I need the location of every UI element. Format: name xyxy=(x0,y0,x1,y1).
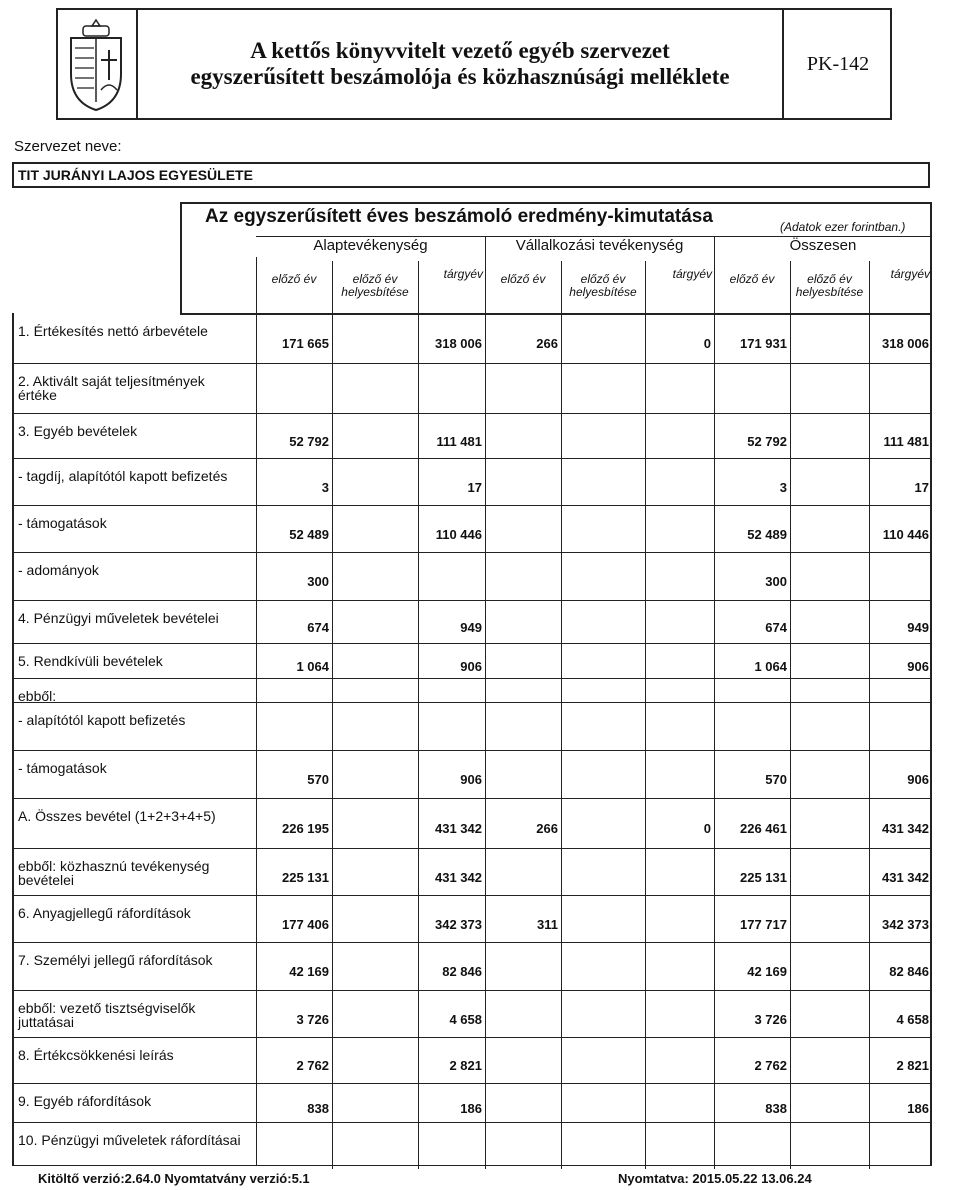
organization-label: Szervezet neve: xyxy=(14,138,122,155)
group-header: Alaptevékenység xyxy=(313,237,428,254)
row-line xyxy=(12,600,932,601)
subcolumn-header xyxy=(563,273,643,299)
subcolumn-header-line1: tárgyév xyxy=(672,267,712,281)
coat-of-arms-icon xyxy=(56,8,138,120)
form-title xyxy=(138,8,782,120)
subcolumn-header-line1: előző év xyxy=(352,272,398,286)
row-label: 2. Aktivált saját teljesítmények értéke xyxy=(18,373,205,403)
value-cell: 111 481 xyxy=(883,433,929,449)
row-label: - adományok xyxy=(18,562,99,578)
subcolumn-header-line1: tárgyév xyxy=(890,267,930,281)
value-cell: 3 xyxy=(779,479,787,495)
form-title-line1: A kettős könyvvitelt vezető egyéb szervezet xyxy=(250,38,670,63)
value-cell: 17 xyxy=(914,479,929,495)
value-cell: 266 xyxy=(536,336,558,351)
row-line xyxy=(180,313,932,315)
table-left-border xyxy=(12,313,14,1165)
row-label: ebből: közhasznú tevékenység bevételei xyxy=(18,858,210,888)
row-label: - alapítótól kapott befizetés xyxy=(18,712,186,728)
value-cell: 17 xyxy=(467,479,482,495)
value-cell: 0 xyxy=(703,821,711,836)
subcolumn-header xyxy=(420,268,483,281)
value-cell: 110 446 xyxy=(435,526,482,542)
column-line xyxy=(714,261,715,1169)
value-cell: 949 xyxy=(460,619,482,635)
subcolumn-header-line1: tárgyév xyxy=(443,267,483,281)
column-line xyxy=(332,261,333,1169)
row-label: - tagdíj, alapítótól kapott befizetés xyxy=(18,468,228,484)
subcolumn-header-line2: helyesbítése xyxy=(569,285,637,299)
value-cell: 906 xyxy=(907,658,929,674)
value-cell: 300 xyxy=(307,574,329,589)
value-cell: 674 xyxy=(307,619,329,635)
value-cell: 949 xyxy=(907,619,929,635)
value-cell: 2 821 xyxy=(896,1058,929,1073)
table-right-border xyxy=(930,202,932,1165)
value-cell: 906 xyxy=(460,772,482,787)
value-cell: 838 xyxy=(307,1100,329,1116)
value-cell: 2 821 xyxy=(449,1058,482,1073)
subcolumn-header-line1: előző év xyxy=(500,272,546,286)
column-line xyxy=(485,261,486,1169)
column-line xyxy=(645,261,646,1169)
row-line xyxy=(12,1083,932,1084)
row-label: 4. Pénzügyi műveletek bevételei xyxy=(18,610,219,626)
row-line xyxy=(12,1122,932,1123)
value-cell: 226 461 xyxy=(740,821,787,836)
value-cell: 431 342 xyxy=(435,821,482,836)
value-cell: 111 481 xyxy=(436,433,482,449)
row-line xyxy=(12,1165,932,1166)
value-cell: 311 xyxy=(537,916,558,932)
value-cell: 906 xyxy=(907,772,929,787)
value-cell: 300 xyxy=(765,574,787,589)
value-cell: 82 846 xyxy=(889,964,929,979)
report-title: Az egyszerűsített éves beszámoló eredmény-kimutatása xyxy=(205,206,713,227)
column-line xyxy=(790,261,791,1169)
subcolumn-header xyxy=(258,273,330,286)
value-cell: 82 846 xyxy=(442,964,482,979)
subcolumn-header-line1: előző év xyxy=(807,272,852,286)
subcolumn-header-line1: előző év xyxy=(271,272,317,286)
value-cell: 4 658 xyxy=(896,1011,929,1027)
subcolumn-header xyxy=(716,273,788,286)
subcolumn-header-line2: helyesbítése xyxy=(341,285,409,299)
value-cell: 177 406 xyxy=(282,916,329,932)
group-header: Vállalkozási tevékenység xyxy=(515,237,684,254)
row-line xyxy=(12,1037,932,1038)
row-line xyxy=(12,990,932,991)
subcolumn-header-line2: helyesbítése xyxy=(795,285,864,299)
value-cell: 318 006 xyxy=(435,336,482,351)
value-cell: 52 792 xyxy=(747,433,787,449)
row-line xyxy=(12,848,932,849)
value-cell: 3 726 xyxy=(296,1011,329,1027)
row-line xyxy=(12,895,932,896)
value-cell: 177 717 xyxy=(740,916,787,932)
value-cell: 171 931 xyxy=(740,336,787,351)
value-cell: 342 373 xyxy=(435,916,482,932)
organization-name: TIT JURÁNYI LAJOS EGYESÜLETE xyxy=(12,162,930,188)
subcolumn-header xyxy=(487,273,559,286)
row-line xyxy=(12,363,932,364)
value-cell: 52 792 xyxy=(289,433,329,449)
row-label: 10. Pénzügyi műveletek ráfordításai xyxy=(18,1132,241,1148)
value-cell: 1 064 xyxy=(754,658,787,674)
value-cell: 2 762 xyxy=(754,1058,787,1073)
row-line xyxy=(12,458,932,459)
subcolumn-header xyxy=(792,273,867,299)
row-label: 3. Egyéb bevételek xyxy=(18,423,138,439)
row-line xyxy=(12,942,932,943)
group-header: Összesen xyxy=(789,237,857,254)
row-label: - támogatások xyxy=(18,760,107,776)
row-line xyxy=(12,750,932,751)
unit-note: (Adatok ezer forintban.) xyxy=(780,220,906,234)
value-cell: 186 xyxy=(460,1100,482,1116)
value-cell: 42 169 xyxy=(289,964,329,979)
value-cell: 570 xyxy=(307,772,329,787)
subcolumn-header xyxy=(871,268,930,281)
value-cell: 2 762 xyxy=(296,1058,329,1073)
row-line xyxy=(12,413,932,414)
value-cell: 52 489 xyxy=(289,526,329,542)
row-line xyxy=(12,678,932,679)
subcolumn-header xyxy=(334,273,416,299)
value-cell: 52 489 xyxy=(747,526,787,542)
value-cell: 4 658 xyxy=(449,1011,482,1027)
row-label: 1. Értékesítés nettó árbevétele xyxy=(18,323,208,339)
table-left-header-border xyxy=(180,202,182,313)
footer-printed: Nyomtatva: 2015.05.22 13.06.24 xyxy=(618,1171,812,1186)
row-label: 8. Értékcsökkenési leírás xyxy=(18,1047,174,1063)
value-cell: 1 064 xyxy=(296,658,329,674)
table-top-border xyxy=(180,202,932,204)
value-cell: 570 xyxy=(765,772,787,787)
subcolumn-header xyxy=(647,268,712,281)
value-cell: 674 xyxy=(765,619,787,635)
row-label: 9. Egyéb ráfordítások xyxy=(18,1093,152,1109)
form-code: PK-142 xyxy=(782,8,892,120)
subcolumn-header-line1: előző év xyxy=(580,272,626,286)
row-label: A. Összes bevétel (1+2+3+4+5) xyxy=(18,808,216,824)
row-line xyxy=(12,552,932,553)
value-cell: 906 xyxy=(460,658,482,674)
row-line xyxy=(12,643,932,644)
value-cell: 226 195 xyxy=(282,821,329,836)
value-cell: 110 446 xyxy=(882,526,929,542)
value-cell: 342 373 xyxy=(882,916,929,932)
column-line xyxy=(561,261,562,1169)
row-line xyxy=(12,505,932,506)
row-label: - támogatások xyxy=(18,515,107,531)
value-cell: 431 342 xyxy=(882,821,929,836)
value-cell: 266 xyxy=(536,821,558,836)
value-cell: 225 131 xyxy=(282,869,329,885)
column-line xyxy=(869,261,870,1169)
row-line xyxy=(12,798,932,799)
column-line xyxy=(256,257,257,1165)
row-label: 6. Anyagjellegű ráfordítások xyxy=(18,905,191,921)
value-cell: 42 169 xyxy=(747,964,787,979)
value-cell: 186 xyxy=(907,1100,929,1116)
value-cell: 431 342 xyxy=(435,869,482,885)
row-label: ebből: vezető tisztségviselők juttatásai xyxy=(18,1000,196,1030)
value-cell: 3 xyxy=(321,479,329,495)
subcolumn-header-line1: előző év xyxy=(729,272,775,286)
value-cell: 838 xyxy=(765,1100,787,1116)
value-cell: 431 342 xyxy=(882,869,929,885)
row-label: 5. Rendkívüli bevételek xyxy=(18,653,163,669)
value-cell: 0 xyxy=(703,336,711,351)
column-line xyxy=(418,261,419,1169)
footer-version: Kitöltő verzió:2.64.0 Nyomtatvány verzió:5.1 xyxy=(38,1171,310,1186)
value-cell: 171 665 xyxy=(282,336,329,351)
value-cell: 318 006 xyxy=(882,336,929,351)
row-label: ebből: xyxy=(18,688,57,704)
value-cell: 3 726 xyxy=(754,1011,787,1027)
row-label: 7. Személyi jellegű ráfordítások xyxy=(18,952,213,968)
value-cell: 225 131 xyxy=(740,869,787,885)
form-title-line2: egyszerűsített beszámolója és közhasznúsági melléklete xyxy=(190,64,730,89)
